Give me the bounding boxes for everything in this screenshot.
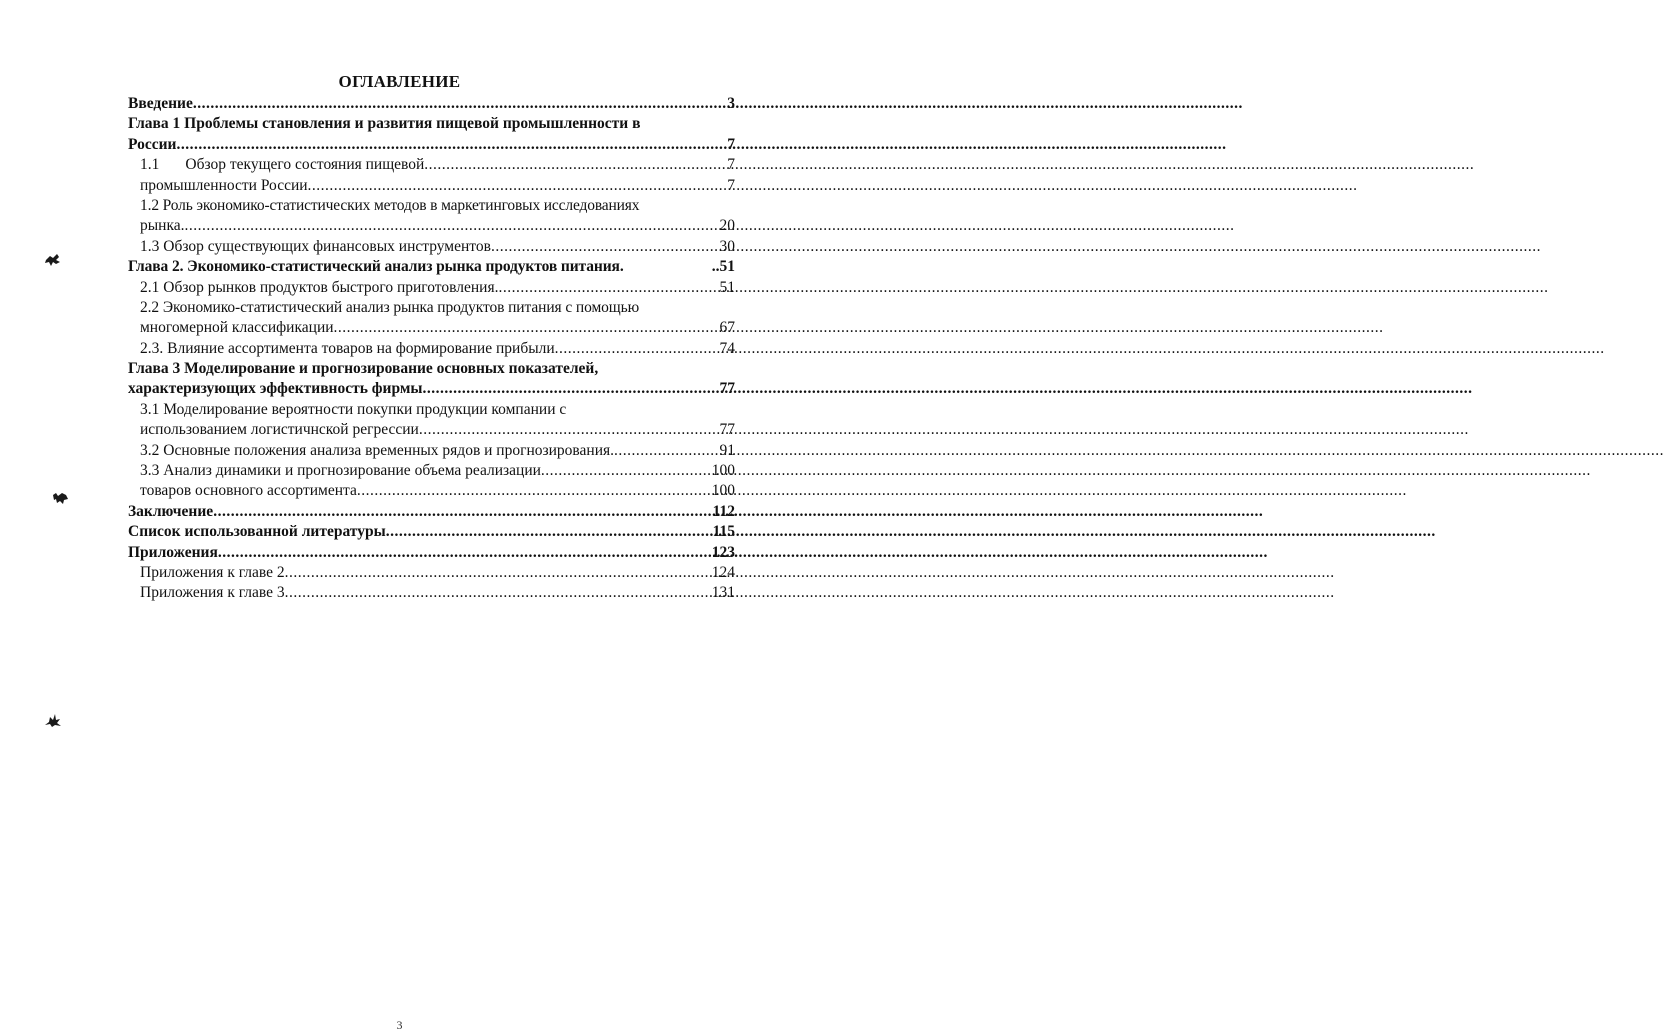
dot-leader	[218, 543, 712, 563]
toc-entry-chapter-1-cont[interactable]: России ..... 7	[128, 135, 735, 155]
page-ref: 123	[711, 543, 735, 561]
scan-mark-icon	[44, 253, 62, 267]
page-number: 3	[396, 1018, 403, 1032]
toc-entry-2-2-cont[interactable]: многомерной классификации ..... 67	[128, 318, 735, 338]
toc-entry-3-3-cont[interactable]: товаров основного ассортимента ..... 100	[128, 481, 735, 501]
dot-leader	[285, 563, 712, 583]
page-ref: ..51	[711, 258, 735, 276]
dot-leader	[334, 318, 720, 338]
page-ref: 74	[719, 339, 735, 357]
dot-leader	[424, 155, 727, 175]
toc-entry-appendix-ch2[interactable]: Приложения к главе 2 ..... 124	[128, 563, 735, 583]
toc-entry-1-2[interactable]: 1.2 Роль экономико-статистических методов в маркетинговых исследованиях	[140, 196, 640, 214]
dot-leader	[193, 94, 727, 114]
dot-leader	[423, 379, 720, 399]
page-ref: 77	[719, 421, 735, 439]
table-of-contents	[128, 94, 735, 604]
toc-entry-appendices[interactable]: Приложения ..... 123	[128, 543, 735, 563]
page-ref: 100	[711, 482, 735, 500]
page-ref: 3	[727, 95, 735, 112]
dot-leader	[285, 583, 712, 603]
dot-leader	[491, 237, 720, 257]
dot-leader	[555, 339, 720, 359]
toc-entry-1-2-cont[interactable]: рынка. ..... 20	[128, 216, 735, 236]
page-ref: 67	[719, 319, 735, 337]
page-ref: 20	[719, 217, 735, 235]
dot-leader	[176, 135, 727, 155]
page-ref: 115	[712, 523, 735, 541]
page-ref: 7	[727, 156, 735, 174]
toc-entry-3-1[interactable]: 3.1 Моделирование вероятности покупки продукции компании с	[140, 400, 567, 418]
toc-entry-3-1-cont[interactable]: использованием логистичнской регрессии ..... 77	[128, 420, 735, 440]
scan-mark-icon	[44, 713, 62, 727]
toc-entry-chapter-1[interactable]: Глава 1 Проблемы становления и развития пищевой промышленности в	[128, 115, 641, 133]
toc-entry-3-3[interactable]: 3.3 Анализ динамики и прогнозирование объема реализации ..... 100	[128, 461, 735, 481]
page-ref: 77	[719, 380, 735, 398]
page-ref: 112	[712, 502, 735, 520]
toc-entry-1-3[interactable]: 1.3 Обзор существующих финансовых инструментов ..... 30	[128, 237, 735, 257]
page-ref: 30	[719, 237, 735, 255]
dot-leader	[386, 522, 713, 542]
dot-leader	[185, 216, 720, 236]
page-title: ОГЛАВЛЕНИЕ	[338, 72, 461, 91]
page-ref: 7	[727, 176, 735, 194]
toc-entry-introduction[interactable]: Введение ..... 3	[128, 94, 735, 114]
page-ref: 7	[727, 135, 735, 153]
toc-entry-2-2[interactable]: 2.2 Экономико-статистический анализ рынка продуктов питания с помощью	[140, 298, 640, 316]
toc-entry-2-1[interactable]: 2.1 Обзор рынков продуктов быстрого приготовления. ..... 51	[128, 278, 735, 298]
toc-entry-3-2[interactable]: 3.2 Основные положения анализа временных рядов и прогнозирования. ..... 91	[128, 441, 735, 461]
dot-leader	[498, 278, 719, 298]
document-page	[0, 0, 799, 1034]
page-ref: 131	[711, 584, 735, 602]
page-ref: 100	[711, 462, 735, 480]
dot-leader	[308, 176, 728, 196]
toc-entry-1-1-cont[interactable]: промышленности России ..... 7	[128, 176, 735, 196]
toc-entry-chapter-2[interactable]: Глава 2. Экономико-статистический анализ рынка продуктов питания. ..51	[128, 257, 735, 277]
toc-entry-appendix-ch3[interactable]: Приложения к главе 3 ..... 131	[128, 583, 735, 603]
dot-leader	[614, 441, 719, 461]
toc-entry-2-3[interactable]: 2.3. Влияние ассортимента товаров на формирование прибыли ..... 74	[128, 339, 735, 359]
dot-leader	[213, 502, 712, 522]
toc-entry-chapter-3[interactable]: Глава 3 Моделирование и прогнозирование основных показателей,	[128, 360, 599, 378]
page-ref: 124	[711, 563, 735, 581]
dot-leader	[419, 420, 720, 440]
toc-entry-1-1[interactable]: 1.1 Обзор текущего состояния пищевой ..... 7	[128, 155, 735, 175]
dot-leader	[357, 481, 712, 501]
toc-entry-references[interactable]: Список использованной литературы ..... 115	[128, 522, 735, 542]
toc-entry-chapter-3-cont[interactable]: характеризующих эффективность фирмы ..... 77	[128, 379, 735, 399]
page-ref: 51	[719, 278, 735, 296]
toc-entry-conclusion[interactable]: Заключение ..... 112	[128, 502, 735, 522]
scan-mark-icon	[52, 491, 70, 505]
page-ref: 91	[719, 441, 735, 459]
dot-leader	[541, 461, 712, 481]
